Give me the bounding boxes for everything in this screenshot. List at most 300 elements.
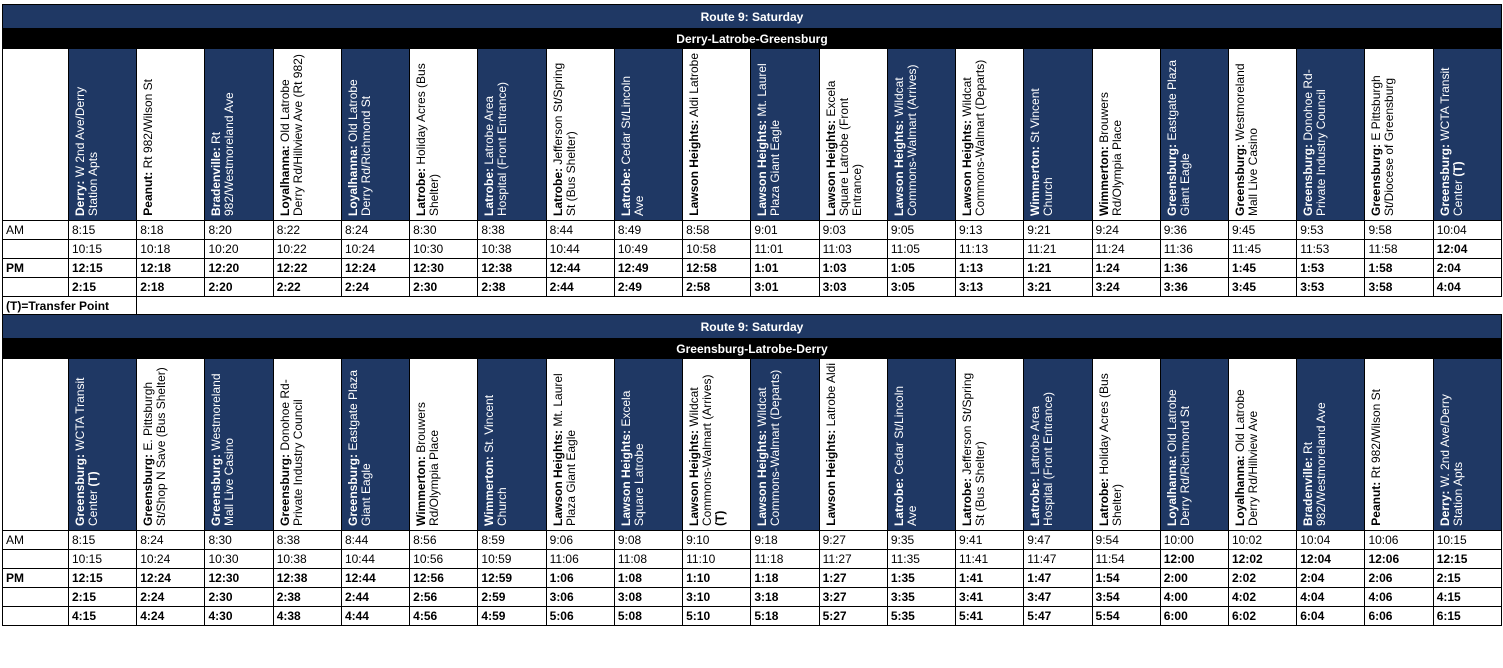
- departure-time: 10:15: [1433, 531, 1501, 550]
- stop-name: [1368, 49, 1399, 220]
- departure-time: 6:06: [1365, 607, 1433, 626]
- stop-town: Greensburg:: [1232, 143, 1247, 216]
- departure-time: 1:54: [1092, 569, 1160, 588]
- departure-time: 4:30: [205, 607, 273, 626]
- table-title-row: [3, 315, 1502, 339]
- departure-time: 3:36: [1160, 278, 1228, 297]
- period-label: PM: [3, 569, 69, 588]
- departure-time: 4:56: [410, 607, 478, 626]
- departure-time: 10:38: [273, 550, 341, 569]
- departure-time: 11:53: [1297, 240, 1365, 259]
- departure-time: 9:10: [683, 531, 751, 550]
- stop-location: St Vincent Church: [1028, 88, 1056, 216]
- stop-location: Brouwers Rd/Olympia Place: [414, 402, 442, 526]
- stop-header: [614, 49, 682, 221]
- departure-time: 11:41: [956, 550, 1024, 569]
- departure-time: 9:36: [1160, 221, 1228, 240]
- departure-time: 3:06: [546, 588, 614, 607]
- stop-town: Lawson Heights:: [755, 119, 770, 216]
- stop-header: [1433, 49, 1501, 221]
- stop-location: E Pittsburgh St/Diocese of Greensburg: [1369, 75, 1397, 216]
- stop-header: [1092, 359, 1160, 531]
- stop-header: [1228, 359, 1296, 531]
- departure-time: 2:24: [137, 588, 205, 607]
- departure-time: 4:04: [1433, 278, 1501, 297]
- stop-name: [618, 359, 649, 530]
- stop-name: [550, 49, 581, 220]
- stop-location: Latrobe Area Hospital (Front Entrance): [1028, 391, 1056, 526]
- departure-time: 9:08: [614, 531, 682, 550]
- departure-time: 11:06: [546, 550, 614, 569]
- departure-time: 8:22: [273, 221, 341, 240]
- stop-town: Loyalhanna:: [345, 145, 360, 216]
- departure-time: 5:54: [1092, 607, 1160, 626]
- departure-time: 10:56: [410, 550, 478, 569]
- departure-time: 9:13: [956, 221, 1024, 240]
- departure-time: 1:45: [1228, 259, 1296, 278]
- departure-time: 11:05: [887, 240, 955, 259]
- stop-town: Greensburg:: [1437, 143, 1452, 216]
- stop-name: [277, 49, 308, 220]
- stop-name: [1232, 359, 1263, 530]
- departure-time: 1:21: [1024, 259, 1092, 278]
- stop-location: WCTA Transit Center: [73, 377, 100, 526]
- departure-time: 1:05: [887, 259, 955, 278]
- stop-name: [208, 359, 239, 530]
- stop-header: [683, 359, 751, 531]
- departure-time: 3:53: [1297, 278, 1365, 297]
- departure-time: 12:59: [478, 569, 546, 588]
- stop-location: Jefferson St/Spring St (Bus Shelter): [960, 372, 988, 526]
- departure-time: 3:35: [887, 588, 955, 607]
- departure-time: 5:06: [546, 607, 614, 626]
- departure-time: 11:13: [956, 240, 1024, 259]
- departure-time: 11:58: [1365, 240, 1433, 259]
- stop-location: Rt 982/Wilson St: [1369, 389, 1384, 482]
- departure-time: 8:38: [478, 221, 546, 240]
- departure-time: 8:30: [410, 221, 478, 240]
- trip-row: [3, 588, 1502, 607]
- schedule-table-greensburg-latrobe-derry: [2, 314, 1502, 626]
- stop-name: [1027, 49, 1058, 220]
- stop-location: Eastgate Plaza Giant Eagle: [1164, 59, 1192, 216]
- period-label: AM: [3, 221, 69, 240]
- departure-time: 12:38: [478, 259, 546, 278]
- trip-row: [3, 259, 1502, 278]
- departure-time: 8:18: [137, 221, 205, 240]
- period-label: AM: [3, 531, 69, 550]
- departure-time: 12:30: [205, 569, 273, 588]
- departure-time: 11:35: [887, 550, 955, 569]
- departure-time: 10:00: [1160, 531, 1228, 550]
- stop-name: [140, 359, 171, 530]
- stop-town: Greensburg:: [345, 453, 360, 526]
- departure-time: 10:15: [69, 550, 137, 569]
- stop-header: [205, 359, 273, 531]
- stop-name: [413, 359, 444, 530]
- departure-time: 3:47: [1024, 588, 1092, 607]
- stop-town: Greensburg:: [1164, 143, 1179, 216]
- departure-time: 2:44: [546, 278, 614, 297]
- departure-time: 2:15: [1433, 569, 1501, 588]
- departure-time: 1:18: [751, 569, 819, 588]
- stop-name: [345, 359, 376, 530]
- stop-header: [751, 49, 819, 221]
- departure-time: 12:15: [69, 569, 137, 588]
- departure-time: 2:59: [478, 588, 546, 607]
- note-row: [3, 297, 1502, 315]
- period-label: [3, 588, 69, 607]
- departure-time: 8:58: [683, 221, 751, 240]
- departure-time: 3:21: [1024, 278, 1092, 297]
- stop-town: Latrobe:: [1096, 478, 1111, 526]
- header-corner-cell: [3, 49, 69, 221]
- stop-town: Wimmerton:: [482, 456, 497, 526]
- stop-name: [1027, 359, 1058, 530]
- trip-row: [3, 240, 1502, 259]
- departure-time: 3:03: [819, 278, 887, 297]
- stop-location: Westmoreland Mall Live Casino: [209, 373, 237, 526]
- departure-time: 11:01: [751, 240, 819, 259]
- table-subtitle-row: [3, 339, 1502, 359]
- departure-time: 10:30: [410, 240, 478, 259]
- stop-location: E. Pittsburgh St/Shop N Save (Bus Shelter): [141, 367, 169, 526]
- departure-time: 12:06: [1365, 550, 1433, 569]
- stop-name: [550, 359, 581, 530]
- departure-time: 1:06: [546, 569, 614, 588]
- departure-time: 9:06: [546, 531, 614, 550]
- departure-time: 2:38: [273, 588, 341, 607]
- departure-time: 2:04: [1433, 259, 1501, 278]
- stop-location: Latrobe Area Hospital (Front Entrance): [482, 81, 510, 216]
- stop-town: Peanut:: [141, 171, 156, 216]
- departure-time: 12:44: [546, 259, 614, 278]
- stop-location: Eastgate Plaza Giant Eagle: [345, 369, 373, 526]
- stop-name: [1437, 359, 1468, 530]
- stop-name: [891, 49, 922, 220]
- departure-time: 12:15: [1433, 550, 1501, 569]
- stop-town: Greensburg:: [141, 453, 156, 526]
- departure-time: 10:59: [478, 550, 546, 569]
- departure-time: 2:24: [341, 278, 409, 297]
- departure-time: 12:44: [341, 569, 409, 588]
- table-title-row: [3, 5, 1502, 29]
- departure-time: 12:56: [410, 569, 478, 588]
- stop-location: Jefferson St/Spring St (Bus Shelter): [550, 62, 578, 216]
- stop-town: Bradenville:: [209, 147, 224, 216]
- departure-time: 5:35: [887, 607, 955, 626]
- departure-time: 11:24: [1092, 240, 1160, 259]
- table-title: Route 9: Saturday: [3, 315, 1502, 339]
- period-label: [3, 550, 69, 569]
- stop-town: Wimmerton:: [414, 456, 429, 526]
- departure-time: 10:04: [1433, 221, 1501, 240]
- stop-name: [140, 75, 158, 220]
- departure-time: 1:10: [683, 569, 751, 588]
- departure-time: 4:15: [69, 607, 137, 626]
- stop-name: [891, 359, 922, 530]
- stop-header: [819, 359, 887, 531]
- stop-town: Latrobe:: [550, 168, 565, 216]
- stop-town: Lawson Heights:: [550, 429, 565, 526]
- period-label: [3, 240, 69, 259]
- departure-time: 9:01: [751, 221, 819, 240]
- departure-time: 10:02: [1228, 531, 1296, 550]
- trip-row: [3, 550, 1502, 569]
- stop-location: Rt 982/Wilson St: [141, 79, 156, 172]
- period-label: [3, 278, 69, 297]
- stop-location: Cedar St/Lincoln Ave: [618, 75, 646, 216]
- stop-location: St. Vincent Church: [482, 394, 510, 526]
- stop-name: [754, 49, 785, 220]
- stop-town: Greensburg:: [277, 453, 292, 526]
- departure-time: 5:27: [819, 607, 887, 626]
- departure-time: 10:38: [478, 240, 546, 259]
- departure-time: 9:54: [1092, 531, 1160, 550]
- stop-location: Old Latrobe Derry Rd/Richmond St: [1164, 389, 1192, 526]
- departure-time: 12:49: [614, 259, 682, 278]
- departure-time: 4:38: [273, 607, 341, 626]
- departure-time: 3:13: [956, 278, 1024, 297]
- stop-town: Loyalhanna:: [277, 145, 292, 216]
- stop-town: Greensburg:: [1369, 143, 1384, 216]
- departure-time: 5:08: [614, 607, 682, 626]
- stop-town: Latrobe:: [891, 478, 906, 526]
- departure-time: 11:08: [614, 550, 682, 569]
- departure-time: 1:24: [1092, 259, 1160, 278]
- stop-name: [1164, 359, 1195, 530]
- table-subtitle: Derry-Latrobe-Greensburg: [3, 29, 1502, 49]
- stop-town: Greensburg:: [73, 453, 87, 526]
- departure-time: 4:00: [1160, 588, 1228, 607]
- departure-time: 1:13: [956, 259, 1024, 278]
- stop-location: Donohoe Rd- Private Industry Council: [1301, 69, 1329, 216]
- departure-time: 10:18: [137, 240, 205, 259]
- departure-time: 10:44: [341, 550, 409, 569]
- departure-time: 12:20: [205, 259, 273, 278]
- departure-time: 2:30: [205, 588, 273, 607]
- stop-location: Wildcat Commons-Walmart (Departs): [755, 369, 783, 526]
- stop-location: Brouwers Rd/Olympia Place: [1096, 92, 1124, 216]
- stop-location: Latrobe Aldi: [823, 363, 838, 430]
- departure-time: 8:15: [69, 221, 137, 240]
- stop-town: Bradenville:: [1301, 457, 1316, 526]
- departure-time: 2:15: [69, 588, 137, 607]
- stop-name: [1164, 49, 1195, 220]
- departure-time: 2:20: [205, 278, 273, 297]
- stop-header: [887, 49, 955, 221]
- stop-name: [413, 49, 444, 220]
- departure-time: 10:24: [137, 550, 205, 569]
- departure-time: 1:08: [614, 569, 682, 588]
- stop-header: [1297, 359, 1365, 531]
- stop-header: [410, 49, 478, 221]
- departure-time: 11:18: [751, 550, 819, 569]
- departure-time: 10:24: [341, 240, 409, 259]
- stop-town: Derry:: [73, 180, 87, 216]
- stop-location: Old Latrobe Derry Rd/Richmond St: [345, 79, 373, 216]
- departure-time: 10:22: [273, 240, 341, 259]
- departure-time: 11:36: [1160, 240, 1228, 259]
- departure-time: 3:54: [1092, 588, 1160, 607]
- stop-header: [205, 49, 273, 221]
- departure-time: 1:58: [1365, 259, 1433, 278]
- stop-town: Derry:: [1437, 490, 1452, 526]
- stop-name: [481, 49, 512, 220]
- departure-time: 5:41: [956, 607, 1024, 626]
- stop-location: W. 2nd Ave/Derry Station Apts: [1437, 394, 1465, 526]
- departure-time: 12:04: [1433, 240, 1501, 259]
- table-title: Route 9: Saturday: [3, 5, 1502, 29]
- stop-header: [69, 359, 137, 531]
- stop-town: Latrobe:: [1028, 478, 1043, 526]
- stop-location: Rt 982/Westmoreland Ave: [1301, 402, 1329, 526]
- stop-town: Latrobe:: [414, 168, 429, 216]
- departure-time: 5:10: [683, 607, 751, 626]
- departure-time: 6:00: [1160, 607, 1228, 626]
- stop-name: [1368, 385, 1386, 530]
- stop-name: [1300, 359, 1331, 530]
- stop-location: Donohoe Rd- Private Industry Council: [277, 379, 305, 526]
- stop-name: [618, 49, 649, 220]
- departure-time: 3:41: [956, 588, 1024, 607]
- stop-header: [137, 49, 205, 221]
- departure-time: 8:20: [205, 221, 273, 240]
- departure-time: 9:18: [751, 531, 819, 550]
- departure-time: 2:22: [273, 278, 341, 297]
- transfer-point-marker: (T): [713, 510, 728, 526]
- stop-town: Wimmerton:: [1028, 146, 1043, 216]
- stop-name: [959, 359, 990, 530]
- stop-location: Rt 982/Westmoreland Ave: [209, 92, 237, 216]
- departure-time: 12:18: [137, 259, 205, 278]
- departure-time: 3:05: [887, 278, 955, 297]
- stop-name: [754, 359, 785, 530]
- transfer-point-marker: (T): [1450, 161, 1465, 177]
- stop-town: Lawson Heights:: [823, 119, 838, 216]
- departure-time: 5:47: [1024, 607, 1092, 626]
- departure-time: 9:35: [887, 531, 955, 550]
- stop-town: Latrobe:: [960, 478, 975, 526]
- stop-header: [1160, 359, 1228, 531]
- stop-name: [823, 49, 867, 220]
- trip-row: [3, 221, 1502, 240]
- stop-location: Wildcat Commons-Walmart (Arrives): [891, 64, 919, 216]
- departure-time: 8:49: [614, 221, 682, 240]
- stop-name: [208, 49, 239, 220]
- note-spacer: [137, 297, 1502, 315]
- stop-header: [1365, 49, 1433, 221]
- stop-name: [72, 49, 103, 220]
- departure-time: 2:49: [614, 278, 682, 297]
- stop-header: [1297, 49, 1365, 221]
- stop-location: Westmoreland Mall Live Casino: [1232, 63, 1260, 216]
- stop-town: Wimmerton:: [1096, 146, 1111, 216]
- stop-name: [1096, 359, 1127, 530]
- departure-time: 9:24: [1092, 221, 1160, 240]
- stop-header: [887, 359, 955, 531]
- trip-row: [3, 569, 1502, 588]
- stop-name: [686, 359, 730, 530]
- departure-time: 11:27: [819, 550, 887, 569]
- stop-header: [478, 359, 546, 531]
- departure-time: 8:44: [341, 531, 409, 550]
- stop-header: [341, 359, 409, 531]
- stop-header: [1024, 49, 1092, 221]
- stop-location: W 2nd Ave/Derry Station Apts: [73, 86, 100, 216]
- departure-time: 2:18: [137, 278, 205, 297]
- stop-header-row: [3, 49, 1502, 221]
- departure-time: 9:41: [956, 531, 1024, 550]
- stop-town: Greensburg:: [209, 453, 224, 526]
- stop-location: WCTA Transit Center: [1437, 67, 1465, 216]
- departure-time: 10:04: [1297, 531, 1365, 550]
- stop-name: [345, 49, 376, 220]
- stop-header: [819, 49, 887, 221]
- departure-time: 8:56: [410, 531, 478, 550]
- departure-time: 9:05: [887, 221, 955, 240]
- stop-location: Wildcat Commons-Walmart (Arrives): [687, 374, 715, 526]
- stop-location: Wildcat Commons-Walmart (Departs): [960, 59, 988, 216]
- departure-time: 8:38: [273, 531, 341, 550]
- stop-town: Lawson Heights:: [891, 119, 906, 216]
- stop-header: [1092, 49, 1160, 221]
- departure-time: 12:24: [137, 569, 205, 588]
- stop-header: [137, 359, 205, 531]
- departure-time: 2:56: [410, 588, 478, 607]
- departure-time: 10:06: [1365, 531, 1433, 550]
- departure-time: 9:47: [1024, 531, 1092, 550]
- departure-time: 11:10: [683, 550, 751, 569]
- stop-location: Holiday Acres (Bus Shelter): [414, 63, 442, 216]
- table-subtitle: Greensburg-Latrobe-Derry: [3, 339, 1502, 359]
- departure-time: 12:24: [341, 259, 409, 278]
- departure-time: 11:47: [1024, 550, 1092, 569]
- departure-time: 12:02: [1228, 550, 1296, 569]
- departure-time: 9:45: [1228, 221, 1296, 240]
- departure-time: 11:45: [1228, 240, 1296, 259]
- departure-time: 1:53: [1297, 259, 1365, 278]
- stop-town: Greensburg:: [1301, 143, 1316, 216]
- departure-time: 5:18: [751, 607, 819, 626]
- period-label: [3, 607, 69, 626]
- departure-time: 10:49: [614, 240, 682, 259]
- stop-header: [273, 359, 341, 531]
- departure-time: 8:15: [69, 531, 137, 550]
- stop-town: Lawson Heights:: [755, 429, 770, 526]
- stop-location: Aldi Latrobe: [687, 53, 702, 120]
- trip-row: [3, 278, 1502, 297]
- departure-time: 1:47: [1024, 569, 1092, 588]
- transfer-point-note: (T)=Transfer Point: [3, 297, 137, 315]
- transfer-point-marker: (T): [86, 471, 100, 487]
- departure-time: 8:24: [341, 221, 409, 240]
- stop-town: Peanut:: [1369, 481, 1384, 526]
- stop-header: [273, 49, 341, 221]
- stop-location: Old Latrobe Derry Rd/Hillview Ave (Rt 982): [277, 54, 305, 216]
- departure-time: 10:44: [546, 240, 614, 259]
- stop-name: [72, 359, 103, 530]
- stop-town: Lawson Heights:: [687, 119, 702, 216]
- stop-header: [341, 49, 409, 221]
- stop-town: Lawson Heights:: [618, 429, 633, 526]
- departure-time: 4:02: [1228, 588, 1296, 607]
- stop-header: [1433, 359, 1501, 531]
- stop-town: Latrobe:: [618, 168, 633, 216]
- table-subtitle-row: [3, 29, 1502, 49]
- departure-time: 6:15: [1433, 607, 1501, 626]
- departure-time: 3:45: [1228, 278, 1296, 297]
